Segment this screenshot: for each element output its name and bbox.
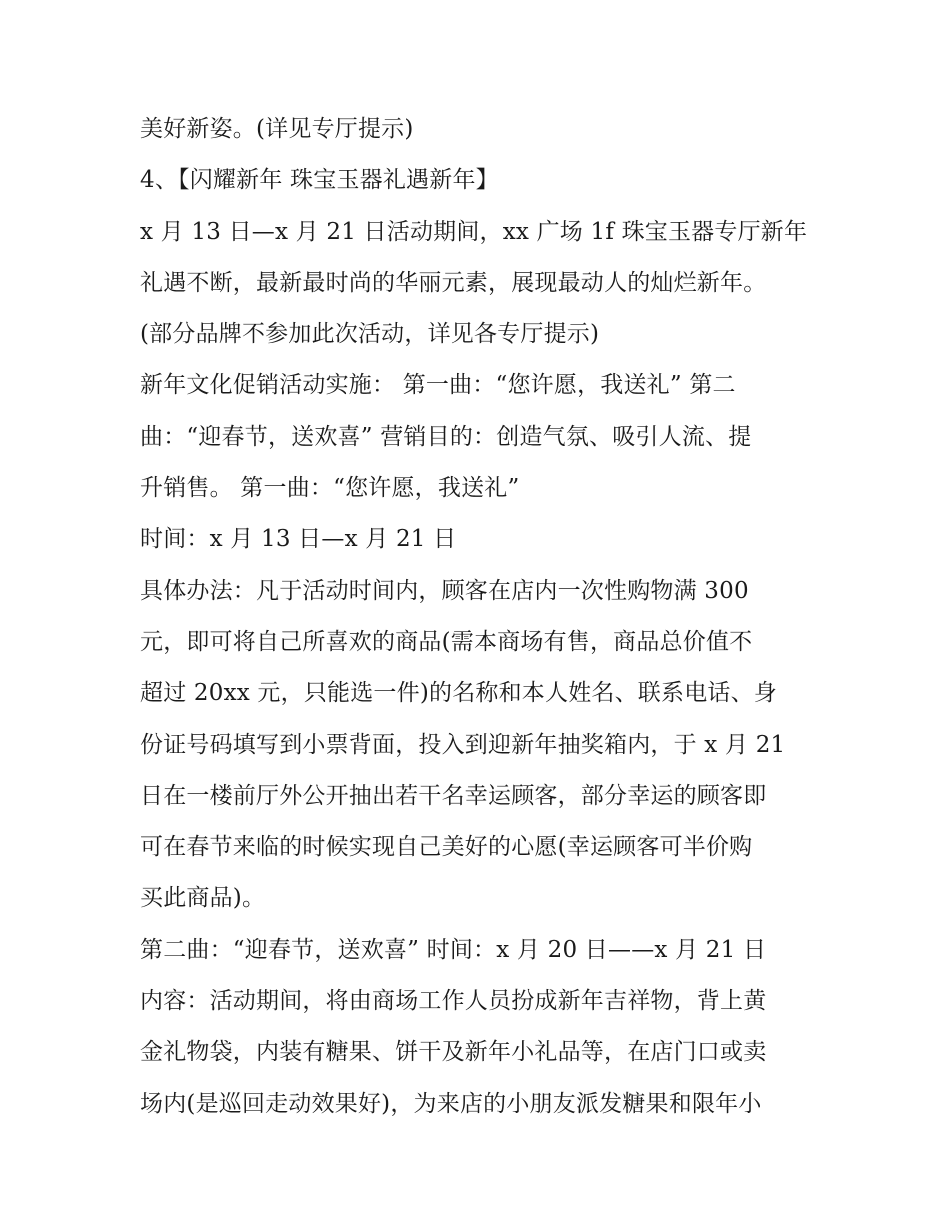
text-line: 买此商品)。 [140, 885, 266, 912]
text-line: 场内(是巡回走动效果好)，为来店的小朋友派发糖果和限年小 [140, 1090, 762, 1117]
text-line: 元，即可将自己所喜欢的商品(需本商场有售，商品总价值不 [140, 628, 753, 655]
section-heading: 4、【闪耀新年 珠宝玉器礼遇新年】 [140, 167, 499, 194]
text-line: 升销售。 第一曲：“您许愿，我送礼” [140, 475, 520, 502]
text-line: 美好新姿。(详见专厅提示) [140, 116, 414, 142]
text-line: 时间：x 月 13 日—x 月 21 日 [140, 526, 457, 553]
text-line: 礼遇不断，最新最时尚的华丽元素，展现最动人的灿烂新年。 [140, 269, 767, 296]
text-line: x 月 13 日—x 月 21 日活动期间，xx 广场 1f 珠宝玉器专厅新年 [140, 218, 808, 245]
text-line: 第二曲：“迎春节，送欢喜” 时间：x 月 20 日——x 月 21 日 [140, 936, 767, 963]
text-line: (部分品牌不参加此次活动，详见各专厅提示) [140, 321, 600, 348]
text-line: 超过 20xx 元，只能选一件)的名称和本人姓名、联系电话、身 [140, 680, 778, 707]
document-body [140, 104, 830, 1130]
text-line: 金礼物袋，内装有糖果、饼干及新年小礼品等，在店门口或卖 [140, 1039, 767, 1066]
text-line: 日在一楼前厅外公开抽出若干名幸运顾客，部分幸运的顾客即 [140, 782, 767, 809]
text-line: 份证号码填写到小票背面，投入到迎新年抽奖箱内，于 x 月 21 [140, 731, 786, 758]
text-line: 内容：活动期间，将由商场工作人员扮成新年吉祥物，背上黄 [140, 988, 767, 1015]
text-line: 新年文化促销活动实施： 第一曲：“您许愿，我送礼” 第二 [140, 372, 736, 399]
text-line: 可在春节来临的时候实现自己美好的心愿(幸运顾客可半价购 [140, 834, 753, 861]
text-line: 曲：“迎春节，送欢喜” 营销目的：创造气氛、吸引人流、提 [140, 423, 752, 450]
text-line: 具体办法：凡于活动时间内，顾客在店内一次性购物满 300 [140, 577, 749, 604]
